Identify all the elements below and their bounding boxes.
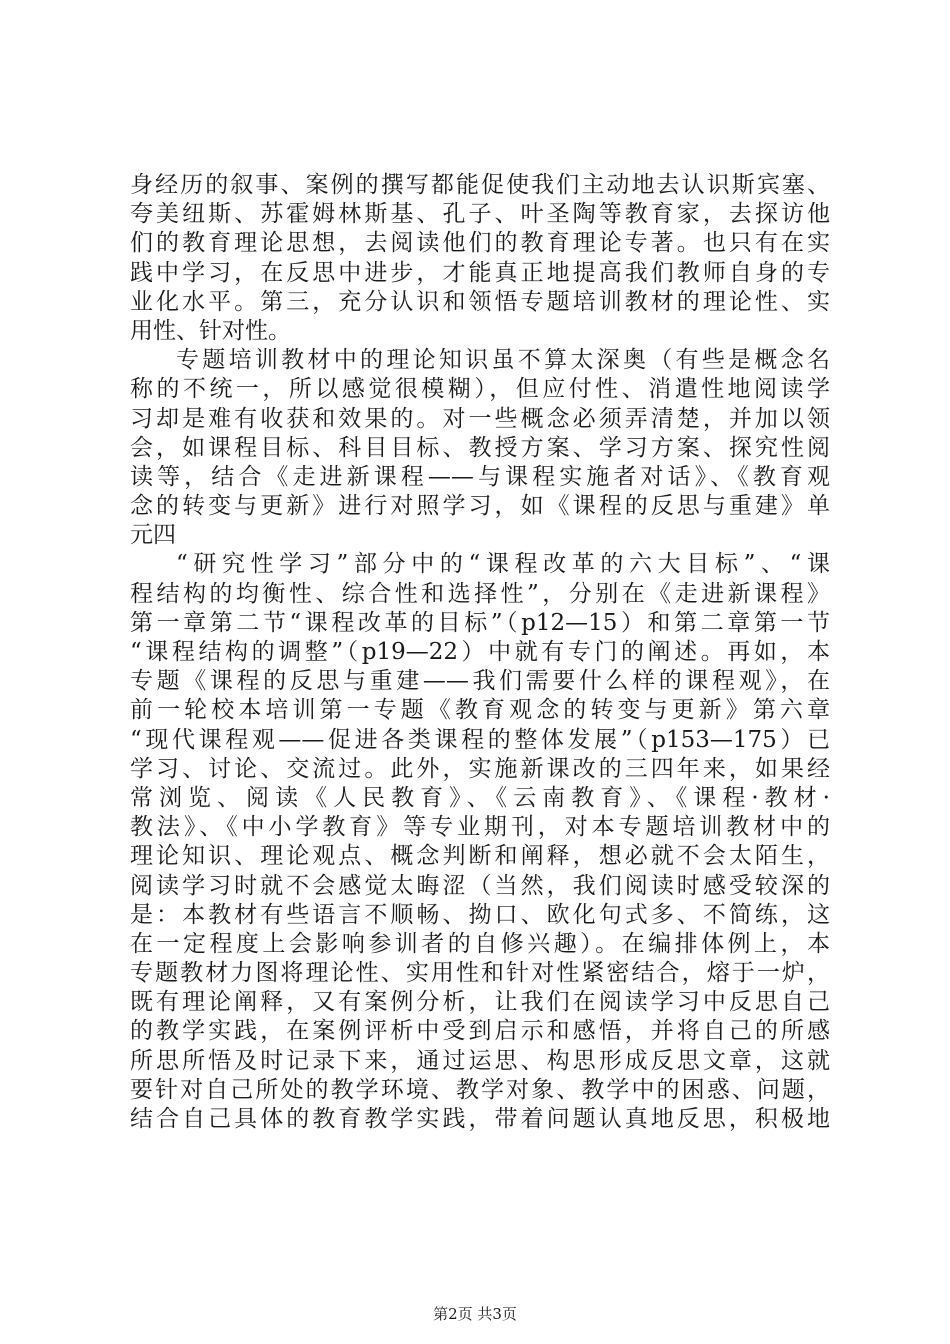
text-line: 的教学实践，在案例评析中受到启示和感悟，并将自己的所感 [130,1018,830,1045]
text-line: 身经历的叙事、案例的撰写都能促使我们主动地去认识斯宾塞、 [130,172,830,198]
text-line: 结合自己具体的教育教学实践，带着问题认真地反思，积极地 [130,1106,830,1132]
text-line: 读等，结合《走进新课程——与课程实施者对话》、《教育观 [130,463,830,490]
text-line: 所思所悟及时记录下来，通过运思、构思形成反思文章，这就 [130,1047,830,1074]
text-line: 专题教材力图将理论性、实用性和针对性紧密结合，熔于一炉， [130,960,830,987]
text-line: 专题《课程的反思与重建——我们需要什么样的课程观》，在 [130,668,830,695]
text-line: 业化水平。第三，充分认识和领悟专题培训教材的理论性、实 [130,288,830,315]
body-text [130,171,830,1134]
text-line: 在一定程度上会影响参训者的自修兴趣）。在编排体例上，本 [130,930,830,957]
text-line: 习却是难有收获和效果的。对一些概念必须弄清楚，并加以领 [130,405,830,432]
text-line: 既有理论阐释，又有案例分析，让我们在阅读学习中反思自己 [130,989,830,1016]
text-line: 会，如课程目标、科目目标、教授方案、学习方案、探究性阅 [130,434,830,461]
text-line: 要针对自己所处的教学环境、教学对象、教学中的困惑、问题， [130,1076,830,1103]
text-line: 元四 [130,522,176,549]
text-line: 专题培训教材中的理论知识虽不算太深奥（有些是概念名 [176,347,830,374]
text-line: “现代课程观——促进各类课程的整体发展”（p153—175）已 [130,726,830,753]
text-line: 称的不统一，所以感觉很模糊），但应付性、消遣性地阅读学 [130,376,830,403]
page-footer: 第2页 共3页 [433,1305,517,1323]
text-line: 前一轮校本培训第一专题《教育观念的转变与更新》第六章 [130,697,830,724]
text-line: 夸美纽斯、苏霍姆林斯基、孔子、叶圣陶等教育家，去探访他 [130,201,830,228]
text-line: 常浏览、阅读《人民教育》、《云南教育》、《课程·教材· [130,784,830,811]
text-line: 理论知识、理论观点、概念判断和阐释，想必就不会太陌生， [130,843,830,870]
text-line: 践中学习，在反思中进步，才能真正地提高我们教师自身的专 [130,259,830,286]
text-line: 是：本教材有些语言不顺畅、拗口、欧化句式多、不简练，这 [130,901,830,928]
text-line: 们的教育理论思想，去阅读他们的教育理论专著。也只有在实 [130,230,830,257]
text-line: 阅读学习时就不会感觉太晦涩（当然，我们阅读时感受较深的 [130,872,830,899]
text-line: 程结构的均衡性、综合性和选择性”，分别在《走进新课程》 [130,580,830,607]
text-line: “研究性学习”部分中的“课程改革的六大目标”、“课 [176,551,830,578]
text-line: 用性、针对性。 [130,317,291,344]
text-line: 学习、讨论、交流过。此外，实施新课改的三四年来，如果经 [130,755,830,782]
text-line: 念的转变与更新》进行对照学习，如《课程的反思与重建》单 [130,493,830,520]
text-line: 第一章第二节“课程改革的目标”（p12—15）和第二章第一节 [130,609,830,636]
text-line: 教法》、《中小学教育》等专业期刊，对本专题培训教材中的 [130,814,830,841]
text-line: “课程结构的调整”（p19—22）中就有专门的阐述。再如，本 [130,639,830,665]
